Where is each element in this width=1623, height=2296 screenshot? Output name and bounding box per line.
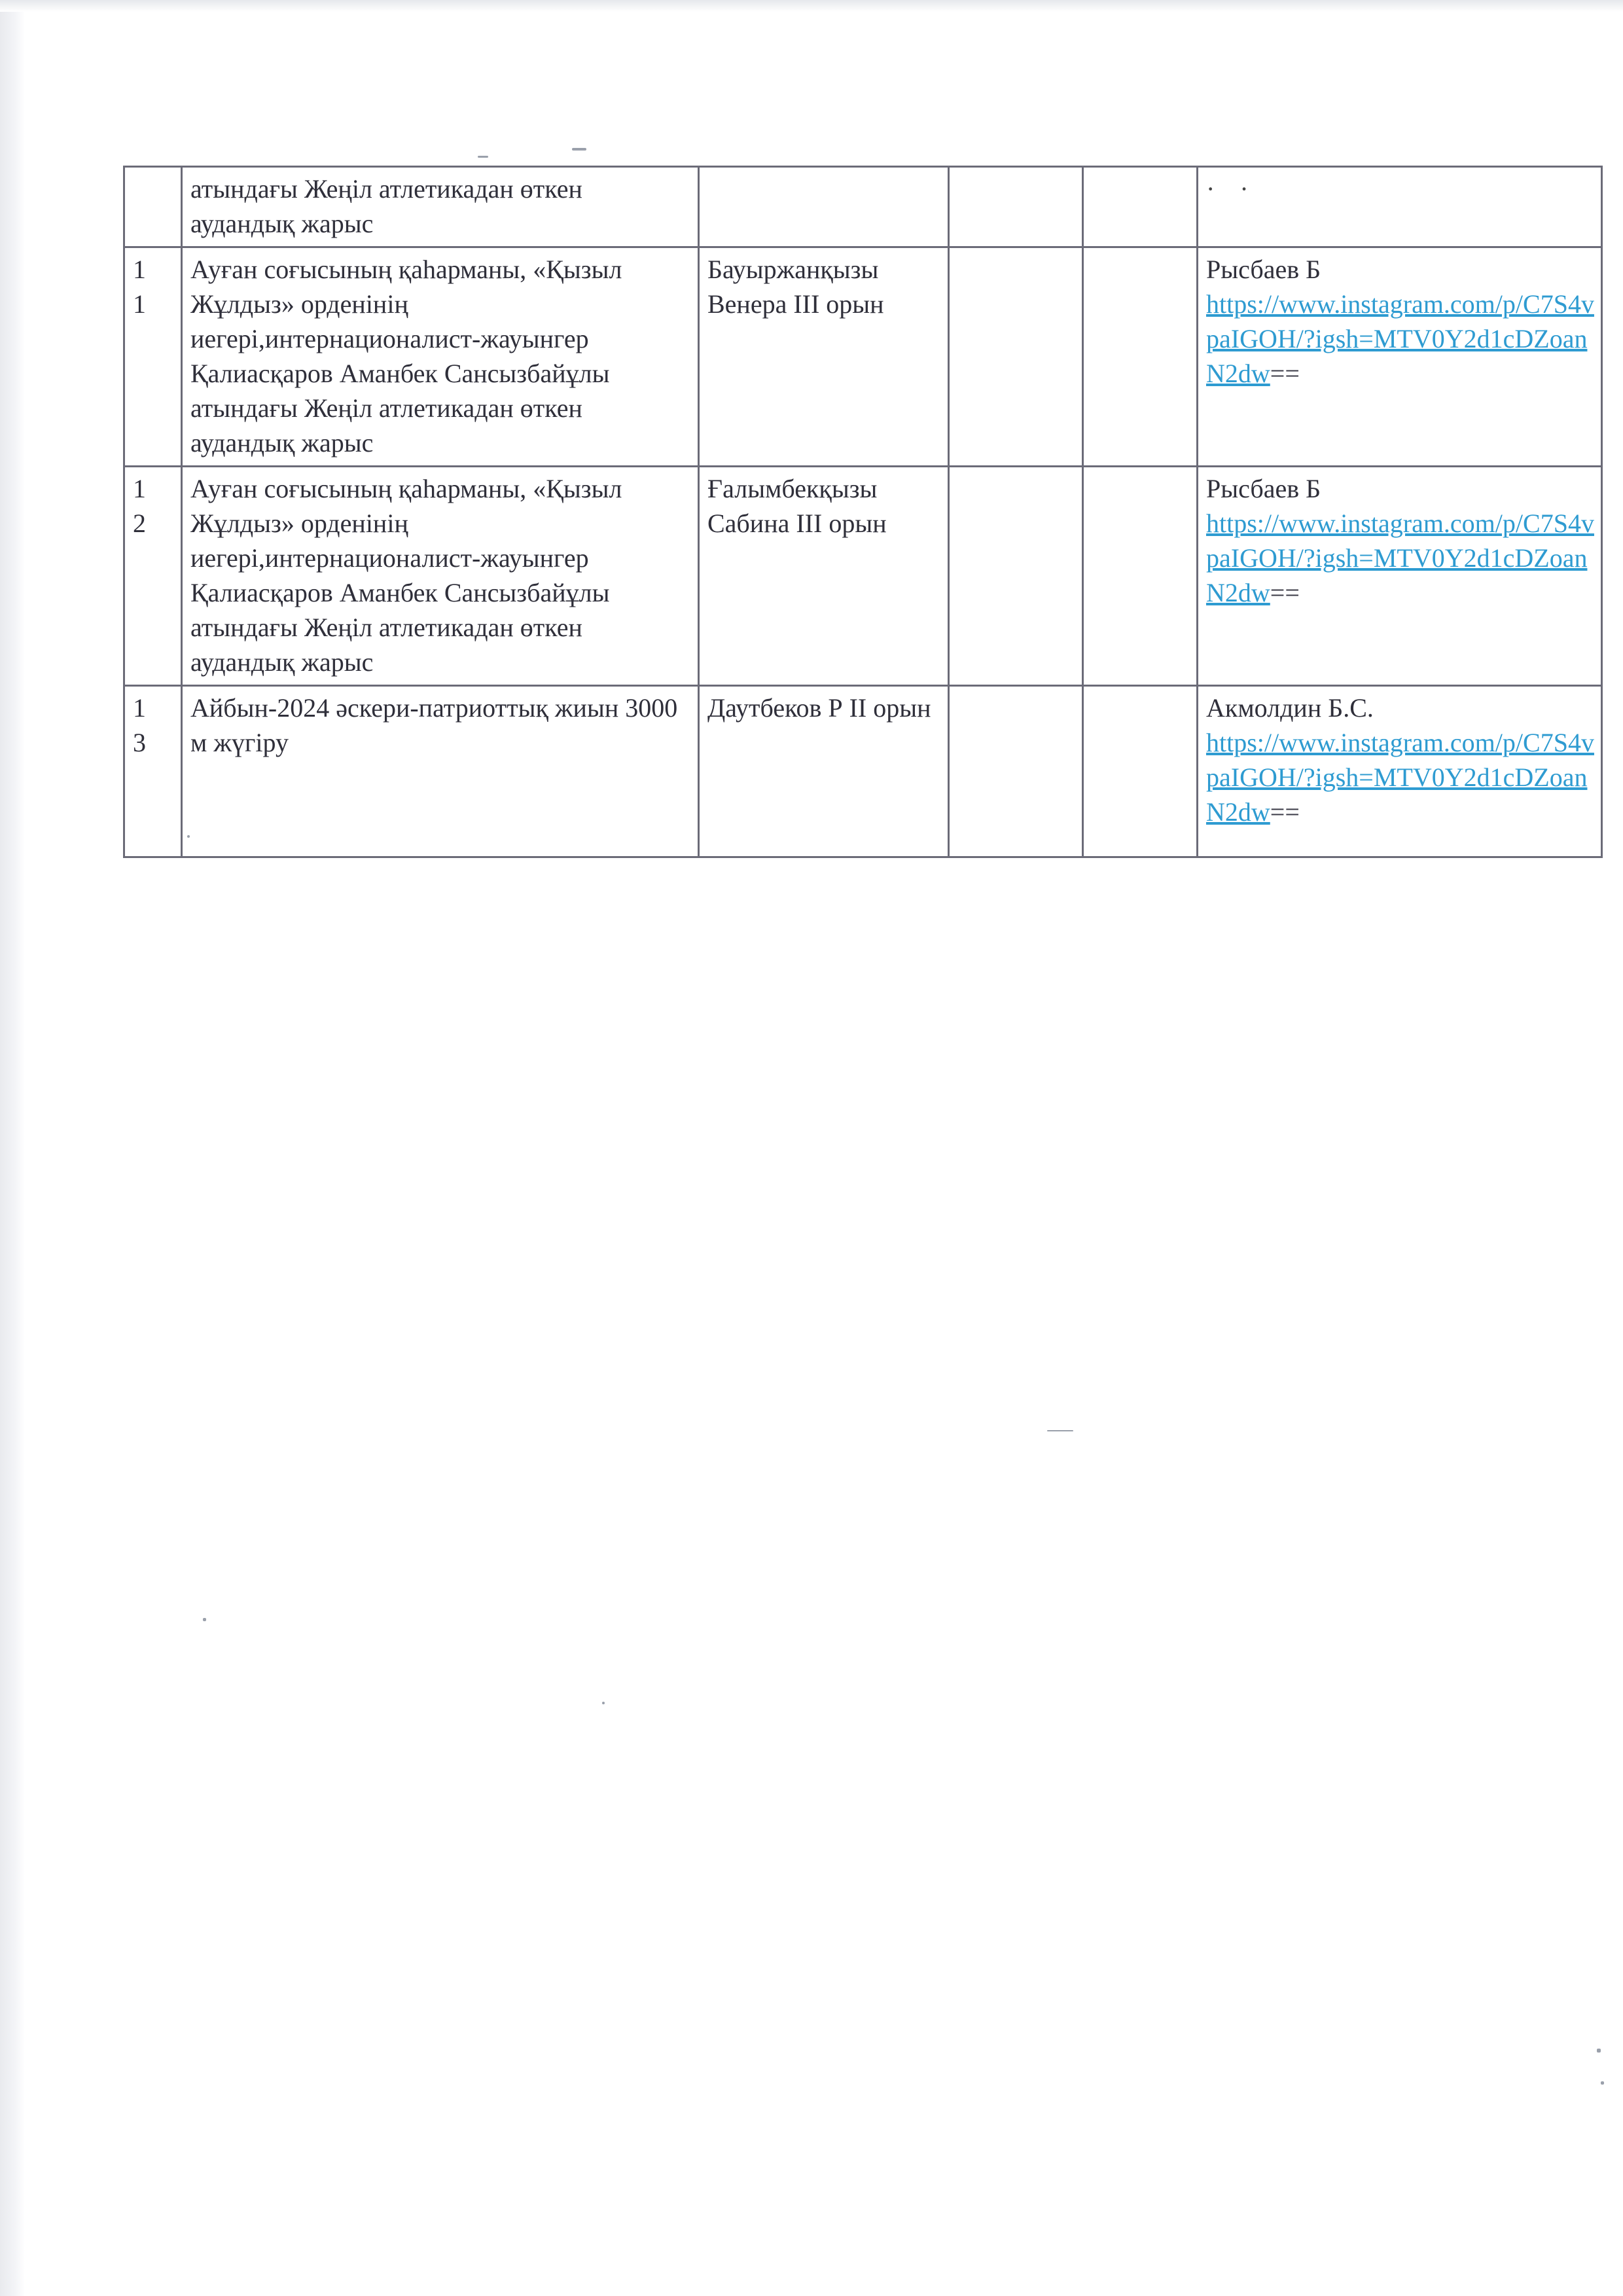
participant-text: Даутбеков Р II орын <box>707 693 931 723</box>
responsible-name: Рысбаев Б <box>1206 474 1321 503</box>
row-number-cell <box>124 467 182 686</box>
responsible-cell <box>1198 467 1602 686</box>
empty-cell <box>1083 247 1198 467</box>
scan-speck <box>602 1702 605 1704</box>
row-number-digit: 1 <box>133 289 146 319</box>
row-number-cell <box>124 686 182 857</box>
event-text: Ауған соғысының қаһарманы, «Қызыл Жұлдыз» орденінің иегері,интернационалист-жауынгер Қалиасқаров Аманбек Сансызбайұлы атындағы Жеңіл атлетикадан өткен аудандық жарыс <box>190 474 622 677</box>
link-suffix: == <box>1270 797 1300 827</box>
responsible-name: Акмолдин Б.С. <box>1206 693 1374 723</box>
empty-cell <box>1083 167 1198 247</box>
participant-cell <box>699 167 949 247</box>
responsible-name: Рысбаев Б <box>1206 255 1321 284</box>
event-cell <box>182 167 699 247</box>
responsible-cell <box>1198 247 1602 467</box>
empty-cell <box>949 467 1083 686</box>
participant-cell <box>699 467 949 686</box>
event-cell <box>182 467 699 686</box>
event-text: Ауған соғысының қаһарманы, «Қызыл Жұлдыз» орденінің иегері,интернационалист-жауынгер Қалиасқаров Аманбек Сансызбайұлы атындағы Жеңіл атлетикадан өткен аудандық жарыс <box>190 255 622 457</box>
empty-cell <box>949 686 1083 857</box>
participant-cell <box>699 686 949 857</box>
responsible-cell <box>1198 167 1602 247</box>
instagram-link[interactable]: https://www.instagram.com/p/C7S4vpaIGOH/?igsh=MTV0Y2d1cDZoanN2dw <box>1206 289 1594 388</box>
scan-shadow-left <box>0 0 25 2296</box>
table-row <box>124 467 1602 686</box>
scan-speck <box>1047 1430 1073 1431</box>
table-row <box>124 686 1602 857</box>
results-table <box>123 166 1603 858</box>
scan-shadow-top <box>0 0 1623 12</box>
scan-speck <box>478 156 488 158</box>
participant-cell <box>699 247 949 467</box>
scan-speck <box>187 835 190 838</box>
link-suffix: == <box>1270 359 1300 388</box>
instagram-link[interactable]: https://www.instagram.com/p/C7S4vpaIGOH/?igsh=MTV0Y2d1cDZoanN2dw <box>1206 509 1594 607</box>
responsible-cell <box>1198 686 1602 857</box>
row-number-digit: 1 <box>133 255 146 284</box>
table-row <box>124 247 1602 467</box>
event-text: атындағы Жеңіл атлетикадан өткен аудандық жарыс <box>190 174 582 238</box>
row-number-digit: 3 <box>133 728 146 757</box>
empty-cell <box>949 167 1083 247</box>
row-number-cell <box>124 247 182 467</box>
scan-marks: · · <box>1206 174 1258 204</box>
scan-speck <box>572 148 586 151</box>
table-row <box>124 167 1602 247</box>
empty-cell <box>1083 686 1198 857</box>
scan-speck <box>203 1618 206 1621</box>
row-number-cell <box>124 167 182 247</box>
row-number-digit: 1 <box>133 693 146 723</box>
event-cell <box>182 247 699 467</box>
row-number-digit: 1 <box>133 474 146 503</box>
scan-speck <box>1601 2081 1604 2085</box>
row-number-digit: 2 <box>133 509 146 538</box>
participant-text: Бауыржанқызы Венера III орын <box>707 255 884 319</box>
event-cell <box>182 686 699 857</box>
link-suffix: == <box>1270 578 1300 607</box>
empty-cell <box>949 247 1083 467</box>
empty-cell <box>1083 467 1198 686</box>
scan-speck <box>1597 2049 1601 2053</box>
event-text: Айбын-2024 әскери-патриоттық жиын 3000 м жүгіру <box>190 693 678 757</box>
instagram-link[interactable]: https://www.instagram.com/p/C7S4vpaIGOH/?igsh=MTV0Y2d1cDZoanN2dw <box>1206 728 1594 827</box>
participant-text: Ғалымбекқызы Сабина III орын <box>707 474 887 538</box>
